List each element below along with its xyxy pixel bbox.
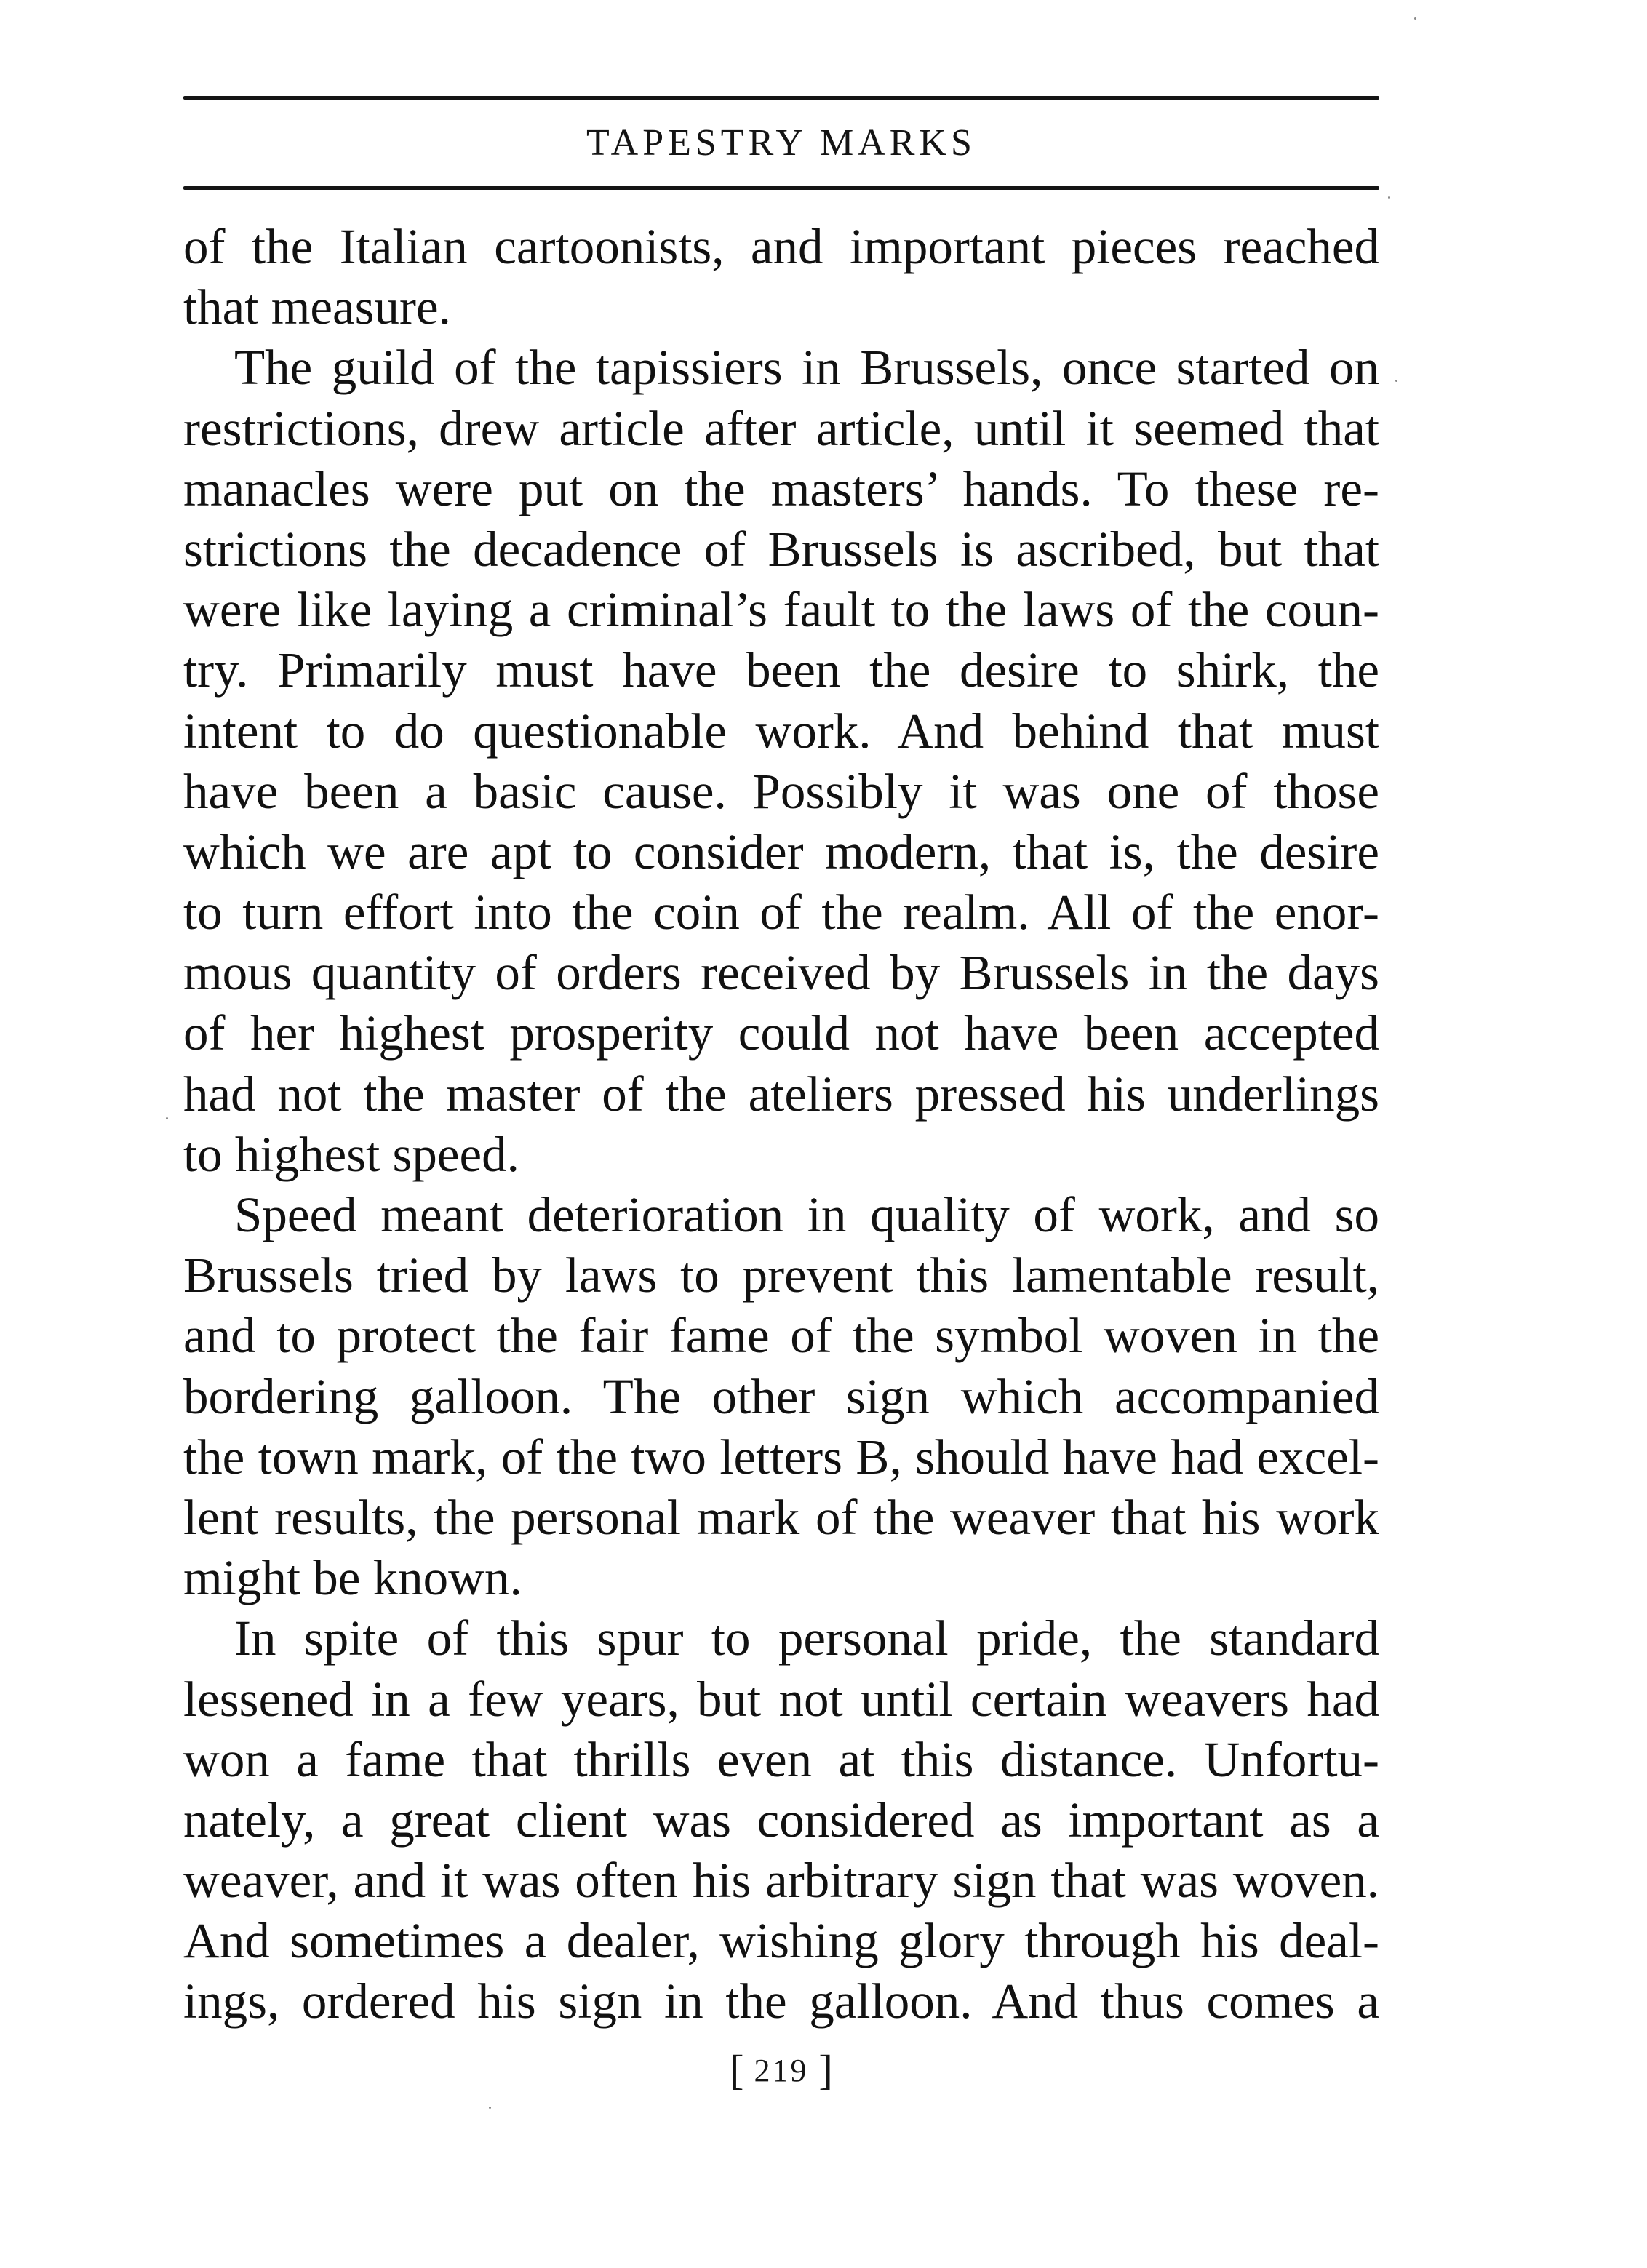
text-line: strictions the decadence of Brussels is ascribed, but that bbox=[183, 521, 1379, 577]
running-head-title: TAPESTRY MARKS bbox=[586, 122, 976, 164]
text-line: intent to do questionable work. And behind that must bbox=[183, 703, 1379, 759]
text-line: bordering galloon. The other sign which accompanied bbox=[183, 1368, 1379, 1424]
header-rule-bottom bbox=[183, 186, 1379, 190]
text-line: that measure. bbox=[183, 279, 451, 335]
text-line: Speed meant deterioration in quality of work, and so bbox=[234, 1187, 1379, 1242]
text-line: of the Italian cartoonists, and important pieces reached bbox=[183, 219, 1379, 274]
text-line: lessened in a few years, but not until certain weavers had bbox=[183, 1671, 1379, 1727]
text-line: lent results, the personal mark of the weaver that his work bbox=[183, 1489, 1379, 1545]
text-line: In spite of this spur to personal pride, the standard bbox=[234, 1610, 1379, 1666]
paragraph bbox=[183, 1185, 1379, 1608]
text-line: had not the master of the ateliers pressed his underlings bbox=[183, 1066, 1379, 1122]
scan-speck bbox=[1388, 196, 1390, 199]
bracket-open: [ bbox=[730, 2046, 744, 2093]
text-line: and to protect the fair fame of the symbol woven in the bbox=[183, 1308, 1379, 1364]
text-line: were like laying a criminal’s fault to the laws of the coun- bbox=[183, 582, 1379, 638]
text-line: of her highest prosperity could not have been accepted bbox=[183, 1005, 1379, 1061]
text-line: And sometimes a dealer, wishing glory through his deal- bbox=[183, 1913, 1379, 1969]
paragraph bbox=[183, 217, 1379, 338]
scan-speck bbox=[1395, 380, 1397, 382]
text-line: restrictions, drew article after article, until it seemed that bbox=[183, 400, 1379, 456]
text-line: weaver, and it was often his arbitrary sign that was woven. bbox=[183, 1853, 1379, 1909]
bracket-close: ] bbox=[818, 2046, 833, 2093]
body-text bbox=[183, 217, 1379, 2032]
scan-speck bbox=[166, 1117, 168, 1119]
text-line: won a fame that thrills even at this distance. Unfortu- bbox=[183, 1731, 1379, 1787]
text-line: have been a basic cause. Possibly it was one of those bbox=[183, 763, 1379, 819]
paragraph bbox=[183, 338, 1379, 1185]
text-line: which we are apt to consider modern, that is, the desire bbox=[183, 823, 1379, 879]
scan-speck bbox=[1414, 17, 1416, 20]
text-line: the town mark, of the two letters B, should have had excel- bbox=[183, 1429, 1379, 1485]
header-rule-top bbox=[183, 96, 1379, 100]
text-line: might be known. bbox=[183, 1550, 522, 1606]
text-line: mous quantity of orders received by Brussels in the days bbox=[183, 945, 1379, 1001]
text-line: The guild of the tapissiers in Brussels, once started on bbox=[234, 340, 1379, 396]
text-line: try. Primarily must have been the desire to shirk, the bbox=[183, 642, 1379, 698]
text-line: to turn effort into the coin of the realm. All of the enor- bbox=[183, 885, 1379, 941]
page-number-value: 219 bbox=[754, 2053, 809, 2088]
page-number bbox=[183, 2041, 1379, 2099]
scan-speck bbox=[489, 2107, 491, 2109]
text-line: to highest speed. bbox=[183, 1126, 519, 1182]
text-line: manacles were put on the masters’ hands. To these re- bbox=[183, 460, 1379, 516]
text-line: ings, ordered his sign in the galloon. And thus comes a bbox=[183, 1973, 1379, 2029]
text-line: nately, a great client was considered as important as a bbox=[183, 1792, 1379, 1848]
text-line: Brussels tried by laws to prevent this lamentable result, bbox=[183, 1247, 1379, 1303]
paragraph bbox=[183, 1608, 1379, 2032]
